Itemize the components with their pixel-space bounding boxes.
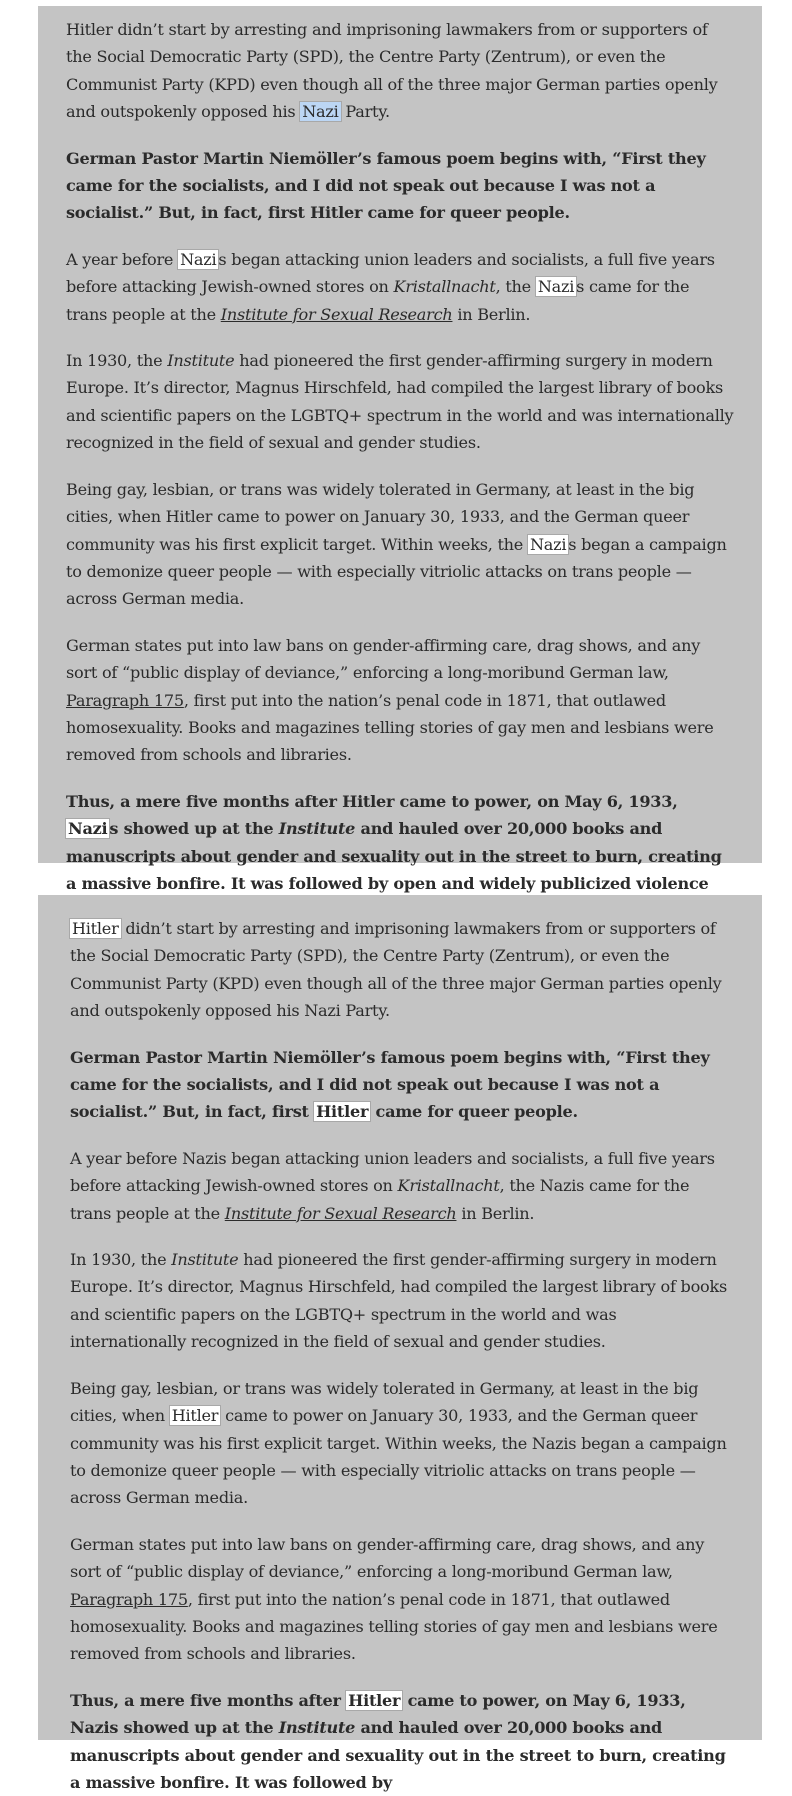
paragraph-7: Thus, a mere five months after Hitler came to power, on May 6, 1933, Nazis showed up at the Institute and hauled over 20,000 books and manuscripts about gender and sexuality out in the street to burn, creating a massive bonfire. It was followed by <box>70 1690 726 1792</box>
paragraph-2: German Pastor Martin Niemöller’s famous poem begins with, “First they came for the socialists, and I did not speak out because I was not a socialist.” But, in fact, first Hitler came for queer people. <box>66 148 706 223</box>
paragraph-6: German states put into law bans on gender-affirming care, drag shows, and any sort of “public display of deviance,” enforcing a long-moribund German law, Paragraph 175, first put into the nation’s penal code in 1871, that outlawed homosexuality. Books and magazines telling stories of gay men and lesbians were removed from schools and libraries. <box>70 1534 718 1664</box>
paragraph-1: Hitler didn’t start by arresting and imprisoning lawmakers from or supporters of the Social Democratic Party (SPD), the Centre Party (Zentrum), or even the Communist Party (KPD) even though all of the three major German parties openly and outspokenly opposed his Nazi Party. <box>66 20 718 122</box>
paragraph-3: A year before Nazi s began attacking union leaders and socialists, a full five years before attacking Jewish-owned stores on Kristallnacht, the Nazi s came for the trans people at the Institute for Sexual Research in Berlin. <box>66 249 715 324</box>
highlight-nazi-selected[interactable]: Nazi <box>302 102 339 122</box>
paragraph-175-link[interactable]: Paragraph 175 <box>70 1589 188 1609</box>
paragraph-6: German states put into law bans on gender-affirming care, drag shows, and any sort of “public display of deviance,” enforcing a long-moribund German law, Paragraph 175, first put into the nation’s penal code in 1871, that outlawed homosexuality. Books and magazines telling stories of gay men and lesbians were removed from schools and libraries. <box>66 635 714 765</box>
highlight-nazi[interactable]: Nazi <box>529 534 567 554</box>
paragraph-175-link[interactable]: Paragraph 175 <box>66 690 184 710</box>
paragraph-2: German Pastor Martin Niemöller’s famous poem begins with, “First they came for the socialists, and I did not speak out because I was not a socialist.” But, in fact, first Hitler came for queer people. <box>70 1047 710 1122</box>
paragraph-4: In 1930, the Institute had pioneered the first gender-affirming surgery in modern Europe. It’s director, Magnus Hirschfeld, had compiled the largest library of books and scientific papers on the LGBTQ+ spectrum in the world and was internationally recognized in the field of sexual and gender studies. <box>70 1250 727 1352</box>
paragraph-4: In 1930, the Institute had pioneered the first gender-affirming surgery in modern Europe. It’s director, Magnus Hirschfeld, had compiled the largest library of books and scientific papers on the LGBTQ+ spectrum in the world and was internationally recognized in the field of sexual and gender studies. <box>66 351 734 453</box>
paragraph-1: Hitler didn’t start by arresting and imprisoning lawmakers from or supporters of the Social Democratic Party (SPD), the Centre Party (Zentrum), or even the Communist Party (KPD) even though all of the three major German parties openly and outspokenly opposed his Nazi Party. <box>70 919 722 1021</box>
highlight-nazi[interactable]: Nazi <box>180 249 217 269</box>
paragraph-5: Being gay, lesbian, or trans was widely tolerated in Germany, at least in the big cities, when Hitler came to power on January 30, 1933, and the German queer community was his first explicit target. Within weeks, the Nazis began a campaign to demonize queer people — with especially vitriolic attacks on trans people — across German media. <box>70 1378 727 1508</box>
highlight-hitler[interactable]: Hitler <box>348 1690 401 1710</box>
highlight-hitler[interactable]: Hitler <box>72 919 119 938</box>
article-panel-bottom <box>38 895 762 1792</box>
institute-link[interactable]: Institute for Sexual Research <box>220 304 453 324</box>
paragraph-3: A year before Nazis began attacking union leaders and socialists, a full five years before attacking Jewish-owned stores on Kristallnacht, the Nazis came for the trans people at the Institute for Sexual Research in Berlin. <box>70 1148 715 1223</box>
paragraph-7: Thus, a mere five months after Hitler came to power, on May 6, 1933, Nazi s showed up at the Institute and hauled over 20,000 books and manuscripts about gender and sexuality out in the street to burn, creating a massive bonfire. It was followed by open and widely publicized violence <box>66 791 722 893</box>
highlight-nazi[interactable]: Nazi <box>537 277 575 297</box>
article-panel-top <box>38 6 762 893</box>
highlight-nazi[interactable]: Nazi <box>68 819 108 839</box>
institute-link[interactable]: Institute for Sexual Research <box>224 1203 457 1223</box>
highlight-hitler[interactable]: Hitler <box>316 1102 369 1122</box>
highlight-hitler[interactable]: Hitler <box>171 1406 219 1426</box>
paragraph-5: Being gay, lesbian, or trans was widely tolerated in Germany, at least in the big cities, when Hitler came to power on January 30, 1933, and the German queer community was his first explicit target. Within weeks, the Nazi s began a campaign to demonize queer people — with especially vitriolic attacks on trans people — across German media. <box>66 479 727 609</box>
